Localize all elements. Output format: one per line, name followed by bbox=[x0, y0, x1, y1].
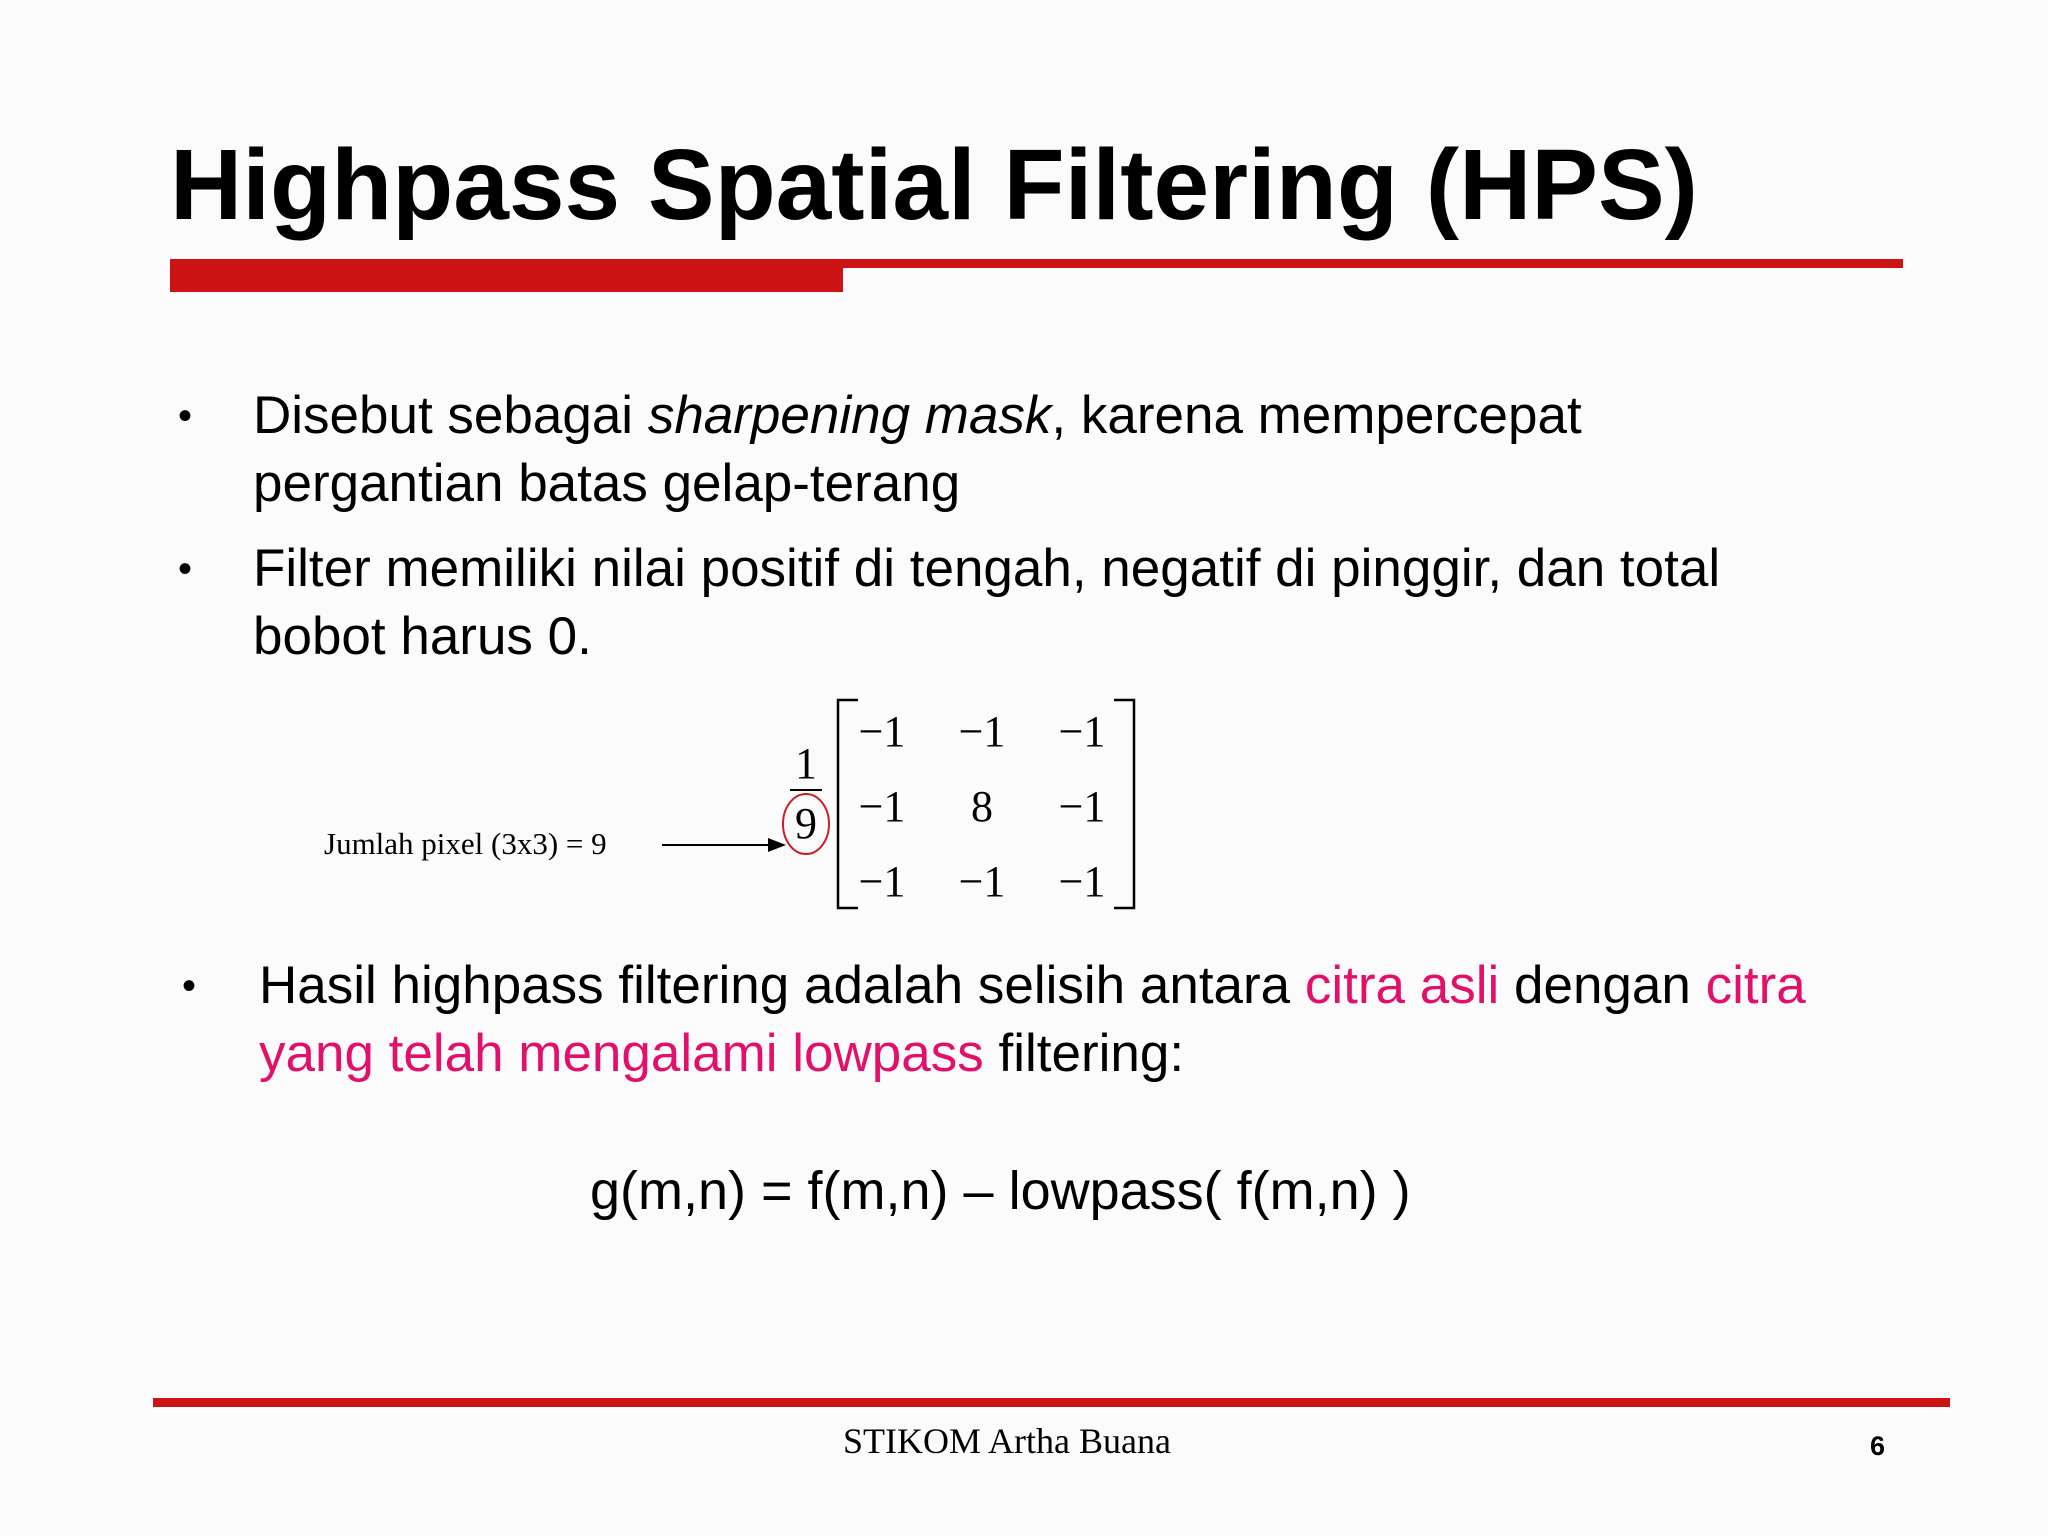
text-segment: dengan bbox=[1499, 956, 1706, 1015]
page-number: 6 bbox=[1870, 1431, 1886, 1461]
italic-term: sharpening mask bbox=[647, 386, 1052, 445]
text-segment: , karena mempercepat bbox=[1051, 386, 1582, 445]
text-segment: Hasil highpass filtering adalah selisih antara bbox=[259, 956, 1305, 1015]
fraction-numerator: 1 bbox=[795, 739, 817, 788]
bullet-text bbox=[253, 535, 1720, 671]
bullet-text bbox=[253, 382, 1582, 518]
matrix-cell: −1 bbox=[1058, 857, 1106, 906]
bullet-line bbox=[259, 952, 1806, 1020]
bullet-line: pergantian batas gelap-terang bbox=[253, 454, 961, 513]
matrix-cell: −1 bbox=[858, 782, 906, 831]
matrix-cell: −1 bbox=[858, 857, 906, 906]
matrix-left-bracket bbox=[838, 700, 858, 908]
bullet-line bbox=[253, 382, 1582, 450]
matrix-cell: −1 bbox=[958, 857, 1006, 906]
pixel-count-annotation: Jumlah pixel (3x3) = 9 bbox=[324, 826, 607, 861]
highlighted-term: citra bbox=[1705, 956, 1806, 1015]
fraction-denominator: 9 bbox=[795, 799, 817, 848]
highlighted-term: yang telah mengalami lowpass bbox=[259, 1024, 984, 1083]
bullet-line: bobot harus 0. bbox=[253, 607, 592, 666]
matrix-cell: −1 bbox=[1058, 707, 1106, 756]
bullet-line: Filter memiliki nilai positif di tengah, negatif di pinggir, dan total bbox=[253, 539, 1721, 598]
filter-matrix bbox=[770, 690, 1150, 920]
bullet-marker: • bbox=[178, 547, 193, 591]
bullet-marker: • bbox=[182, 964, 197, 1008]
matrix-cell: −1 bbox=[1058, 782, 1106, 831]
title-underline-accent bbox=[170, 259, 843, 292]
matrix-right-bracket bbox=[1114, 700, 1134, 908]
footer-divider bbox=[153, 1398, 1950, 1407]
text-segment: Disebut sebagai bbox=[253, 386, 648, 445]
highlighted-term: citra asli bbox=[1304, 956, 1500, 1015]
footer-institution: STIKOM Artha Buana bbox=[843, 1421, 1171, 1461]
slide-title: Highpass Spatial Filtering (HPS) bbox=[170, 129, 1698, 241]
matrix-cell: 8 bbox=[971, 782, 993, 831]
bullet-text bbox=[259, 952, 1806, 1088]
bullet-marker: • bbox=[178, 394, 193, 438]
bullet-line bbox=[259, 1020, 1806, 1088]
matrix-cell: −1 bbox=[858, 707, 906, 756]
matrix-cell: −1 bbox=[958, 707, 1006, 756]
text-segment: filtering: bbox=[983, 1024, 1185, 1083]
highpass-formula: g(m,n) = f(m,n) – lowpass( f(m,n) ) bbox=[590, 1161, 1411, 1221]
